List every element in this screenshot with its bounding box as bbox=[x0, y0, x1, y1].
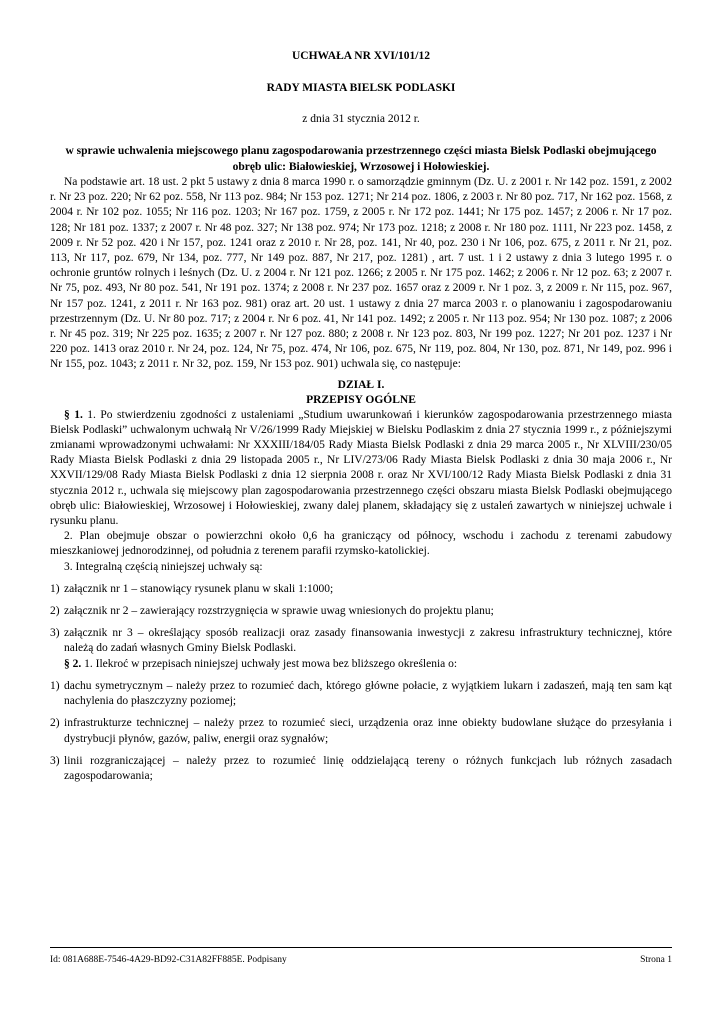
section-1-paragraph-3: 3. Integralną częścią niniejszej uchwały są: bbox=[64, 560, 263, 573]
list-item-text: dachu symetrycznym – należy przez to rozumieć dach, którego główne połacie, z wyjątkiem lukarn i zadaszeń, mają ten sam kąt nachylenia do płaszczyzny poziomej; bbox=[64, 679, 672, 708]
section-2-mark: § 2. bbox=[64, 657, 82, 670]
resolution-subject: w sprawie uchwalenia miejscowego planu zagospodarowania przestrzennego części miasta Bielsk Podlaski obejmującego obręb ulic: Białowieskiej, Wrzosowej i Hołowieskiej. bbox=[65, 145, 657, 173]
list-item-number: 1) bbox=[50, 582, 60, 595]
list-item-text: infrastrukturze technicznej – należy przez to rozumieć sieci, urządzenia oraz inne obiekty budowlane służące do przesyłania i dystrybucji płynów, gazów, paliw, energii oraz sygnałów; bbox=[64, 717, 672, 745]
list-item-number: 3) bbox=[50, 754, 60, 767]
page-footer bbox=[50, 955, 672, 965]
division-number: DZIAŁ I. bbox=[337, 378, 385, 391]
list-item bbox=[50, 626, 672, 656]
list-item bbox=[50, 604, 672, 619]
list-item-number: 2) bbox=[50, 717, 60, 730]
section-2-intro bbox=[50, 657, 672, 672]
section-1-text: 1. Po stwierdzeniu zgodności z ustaleniami „Studium uwarunkowań i kierunków zagospodarowania przestrzennego miasta Bielsk Podlaski” uchwalonym uchwałą Nr V/26/1999 Rady Miejskiej w Bielsku Podlaskim z dnia 27 stycznia 1999 r., z późniejszymi zmianami wprowadzonymi uchwałami: Nr XXXIII/184/05 Rady Miasta Bielsk Podlaski z dnia 29 marca 2005 r., Nr XLVIII/230/05 Rady Miasta Bielsk Podlaski z dnia 29 listopada 2005 r., Nr LIV/273/06 Rady Miasta Bielsk Podlaski z dnia 30 maja 2006 r., Nr XXVII/129/08 Rady Miasta Bielsk Podlaski z dnia 12 sierpnia 2008 r. oraz Nr XVI/100/12 Rady Miasta Bielsk Podlaski z dnia 31 stycznia 2012 r., uchwala się miejscowy plan zagospodarowania przestrzennego części obszaru miasta Bielsk Podlaski obejmującego obręb ulic: Białowieskiej, Wrzosowej i Hołowieskiej, zwany dalej planem, składający się z ustaleń zawartych w niniejszej uchwale i rysunku planu. bbox=[50, 408, 672, 528]
list-item-number: 2) bbox=[50, 605, 60, 618]
document-page bbox=[50, 50, 672, 784]
footer-divider bbox=[50, 947, 672, 948]
list-item bbox=[50, 679, 672, 709]
legal-basis: Na podstawie art. 18 ust. 2 pkt 5 ustawy z dnia 8 marca 1990 r. o samorządzie gminnym (Dz. U. z 2001 r. Nr 142 poz. 1591, z 2002 r. Nr 23 poz. 220; Nr 62 poz. 558, Nr 113 poz. 984; Nr 153 poz. 1271; Nr 214 poz. 1806, z 2003 r. Nr 80 poz. 717, Nr 162 poz. 1568, z 2004 r. Nr 102 poz. 1055; Nr 116 poz. 1203; Nr 167 poz. 1759, z 2005 r. Nr 172 poz. 1441; Nr 175 poz. 1457; z 2006 r. Nr 17 poz. 128; Nr 181 poz. 1337; z 2007 r. Nr 48 poz. 327; Nr 138 poz. 974; Nr 173 poz. 1218; z 2008 r. Nr 180 poz. 1111, Nr 223 poz. 1458, z 2009 r. Nr 52 poz. 420 i Nr 157, poz. 1241 oraz z 2010 r. Nr 28, poz. 141, Nr 40, poz. 230 i Nr 106, poz. 675, z 2011 r. Nr 21, poz. 113, Nr 117, poz. 679, Nr 134, poz. 777, Nr 149 poz. 887, Nr 217, poz. 1281) , art. 7 ust. 1 i 2 ustawy z dnia 3 lutego 1995 r. o ochronie gruntów rolnych i leśnych (Dz. U. z 2004 r. Nr 121 poz. 1266; z 2005 r. Nr 175 poz. 1462; z 2006 r. Nr 12 poz. 63; z 2007 r. Nr 75, poz. 493, Nr 80 poz. 541, Nr 191 poz. 1374; z 2008 r. Nr 237 poz. 1657 oraz z 2009 r. Nr 1 poz. 3, z 2009 r. Nr 115, poz. 967, Nr 157 poz. 1241, z 2011 r. Nr 163 poz. 981) oraz art. 20 ust. 1 ustawy z dnia 27 marca 2003 r. o planowaniu i zagospodarowaniu przestrzennym (Dz. U. Nr 80 poz. 717; z 2004 r. Nr 6 poz. 41, Nr 141 poz. 1492; z 2005 r. Nr 113 poz. 954; Nr 130 poz. 1087; z 2006 r. Nr 45 poz. 319; Nr 225 poz. 1635; z 2007 r. Nr 127 poz. 880; z 2008 r. Nr 123 poz. 803, Nr 199 poz. 1227; Nr 201 poz. 1237 i Nr 220 poz. 1413 oraz 2010 r. Nr 24, poz. 124, Nr 75, poz. 474, Nr 106, poz. 675, Nr 119, poz. 804, Nr 130, poz. 871, Nr 149, poz. 996 i Nr 155, poz. 1043; z 2011 r. Nr 32, poz. 159, Nr 153 poz. 901) uchwala się, co następuje: bbox=[50, 176, 672, 371]
page-number: Strona 1 bbox=[640, 955, 672, 965]
section-1-paragraph-2: 2. Plan obejmuje obszar o powierzchni około 0,6 ha graniczący od północy, wschodu i zachodu z terenami zabudowy mieszkaniowej jednorodzinnej, od południa z terenem parafii rzymsko-katolickiej. bbox=[50, 530, 672, 558]
division-title: PRZEPISY OGÓLNE bbox=[306, 393, 416, 406]
list-item bbox=[50, 754, 672, 784]
list-item-number: 3) bbox=[50, 627, 60, 640]
list-item bbox=[50, 716, 672, 746]
list-item-number: 1) bbox=[50, 679, 60, 692]
list-item-text: linii rozgraniczającej – należy przez to rozumieć linię oddzielającą tereny o różnych funkcjach lub różnych zasadach zagospodarowania; bbox=[64, 754, 672, 782]
division-heading bbox=[50, 378, 672, 408]
list-item-text: załącznik nr 2 – zawierający rozstrzygnięcia w sprawie uwag wniesionych do projektu planu; bbox=[64, 605, 494, 618]
list-item-text: załącznik nr 1 – stanowiący rysunek planu w skali 1:1000; bbox=[64, 582, 334, 595]
section-2-text: 1. Ilekroć w przepisach niniejszej uchwały jest mowa bez bliższego określenia o: bbox=[81, 657, 458, 670]
section-1-mark: § 1. bbox=[64, 408, 83, 421]
council-name: RADY MIASTA BIELSK PODLASKI bbox=[266, 82, 456, 94]
resolution-date: z dnia 31 stycznia 2012 r. bbox=[302, 113, 420, 125]
list-item bbox=[50, 582, 672, 597]
section-1-paragraph-1 bbox=[50, 408, 672, 530]
list-item-text: załącznik nr 3 – określający sposób realizacji oraz zasady finansowania inwestycji z zakresu infrastruktury technicznej, które należą do zadań własnych Gminy Bielsk Podlaski. bbox=[64, 627, 672, 655]
resolution-number: UCHWAŁA NR XVI/101/12 bbox=[291, 50, 430, 62]
document-id: Id: 081A688E-7546-4A29-BD92-C31A82FF885E. Podpisany bbox=[50, 955, 287, 965]
